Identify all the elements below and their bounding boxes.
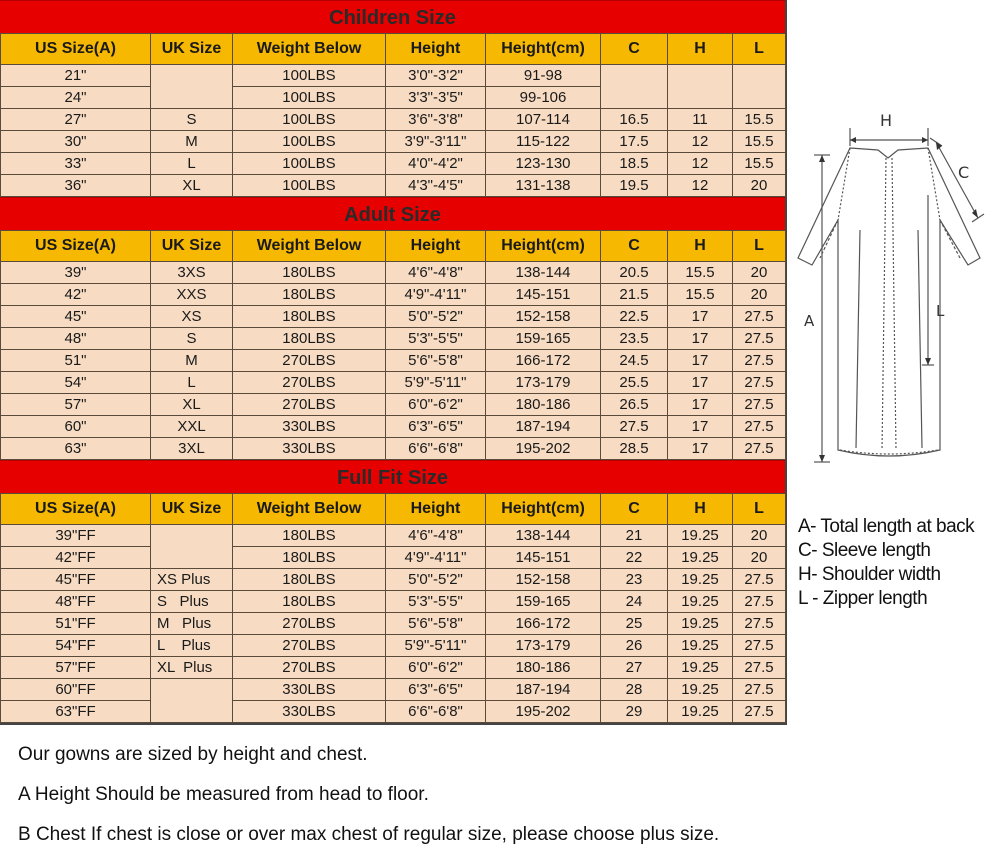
table-cell: 23: [601, 569, 668, 591]
table-cell: 20: [733, 525, 786, 547]
table-cell: 19.25: [668, 679, 733, 701]
table-cell: 28: [601, 679, 668, 701]
column-header: L: [733, 34, 786, 65]
table-cell: 100LBS: [233, 153, 386, 175]
table-cell: 180LBS: [233, 525, 386, 547]
table-cell: 5'0"-5'2": [386, 569, 486, 591]
column-header: C: [601, 231, 668, 262]
table-cell: 3XL: [151, 438, 233, 460]
table-cell: 21: [601, 525, 668, 547]
table-row: [1, 175, 786, 197]
table-row: [1, 350, 786, 372]
table-cell: 6'3"-6'5": [386, 679, 486, 701]
table-cell: 25: [601, 613, 668, 635]
table-cell: 5'9"-5'11": [386, 372, 486, 394]
table-cell: 6'3"-6'5": [386, 416, 486, 438]
legend-item: H- Shoulder width: [798, 564, 941, 585]
table-cell: 270LBS: [233, 394, 386, 416]
table-cell: 42": [1, 284, 151, 306]
table-cell: 3'6"-3'8": [386, 109, 486, 131]
table-cell: 5'0"-5'2": [386, 306, 486, 328]
table-cell: 138-144: [486, 525, 601, 547]
table-cell: XXL: [151, 416, 233, 438]
table-cell: 42"FF: [1, 547, 151, 569]
table-cell: 24.5: [601, 350, 668, 372]
table-cell: 138-144: [486, 262, 601, 284]
column-header: C: [601, 494, 668, 525]
sizing-notes: [18, 745, 988, 865]
column-header: H: [668, 494, 733, 525]
table-cell: 159-165: [486, 328, 601, 350]
size-table: [0, 230, 786, 460]
table-cell: 270LBS: [233, 657, 386, 679]
table-cell: 27.5: [733, 438, 786, 460]
table-cell: 107-114: [486, 109, 601, 131]
table-cell: 20: [733, 175, 786, 197]
column-header: L: [733, 494, 786, 525]
table-cell: 63"FF: [1, 701, 151, 723]
table-row: [1, 262, 786, 284]
table-cell: 63": [1, 438, 151, 460]
gown-diagram: [790, 0, 1000, 505]
table-cell: 60": [1, 416, 151, 438]
table-cell: 91-98: [486, 65, 601, 87]
table-cell: 27.5: [601, 416, 668, 438]
table-cell: [601, 65, 668, 109]
table-cell: 27.5: [733, 635, 786, 657]
table-cell: [151, 525, 233, 569]
table-cell: 12: [668, 153, 733, 175]
table-cell: 180LBS: [233, 262, 386, 284]
table-cell: 20: [733, 262, 786, 284]
table-cell: [668, 65, 733, 109]
table-cell: 5'9"-5'11": [386, 635, 486, 657]
table-cell: 27.5: [733, 416, 786, 438]
table-cell: L: [151, 153, 233, 175]
table-cell: 180-186: [486, 394, 601, 416]
table-cell: 27.5: [733, 701, 786, 723]
table-cell: 24": [1, 87, 151, 109]
table-cell: 27: [601, 657, 668, 679]
table-cell: 15.5: [733, 131, 786, 153]
table-cell: 57": [1, 394, 151, 416]
table-cell: 270LBS: [233, 350, 386, 372]
legend-item: L - Zipper length: [798, 588, 928, 609]
table-cell: 173-179: [486, 635, 601, 657]
table-cell: 19.25: [668, 525, 733, 547]
table-cell: 27.5: [733, 306, 786, 328]
table-cell: 145-151: [486, 284, 601, 306]
table-row: [1, 65, 786, 87]
table-cell: 27.5: [733, 679, 786, 701]
table-cell: XL: [151, 394, 233, 416]
table-cell: 270LBS: [233, 613, 386, 635]
table-cell: 20.5: [601, 262, 668, 284]
note-line: A Height Should be measured from head to floor.: [18, 784, 429, 805]
table-cell: 19.25: [668, 591, 733, 613]
table-cell: 145-151: [486, 547, 601, 569]
table-cell: 123-130: [486, 153, 601, 175]
table-cell: 330LBS: [233, 679, 386, 701]
table-cell: 100LBS: [233, 65, 386, 87]
diagram-label-a: A: [804, 312, 815, 330]
table-cell: 180LBS: [233, 328, 386, 350]
table-cell: [151, 65, 233, 109]
table-cell: 5'3"-5'5": [386, 591, 486, 613]
table-cell: 27.5: [733, 613, 786, 635]
table-cell: 15.5: [733, 153, 786, 175]
table-cell: XS: [151, 306, 233, 328]
table-cell: XS Plus: [151, 569, 233, 591]
table-cell: 20: [733, 284, 786, 306]
table-cell: 33": [1, 153, 151, 175]
table-cell: 15.5: [733, 109, 786, 131]
table-cell: 17: [668, 416, 733, 438]
table-row: [1, 613, 786, 635]
size-table: [0, 493, 786, 723]
table-cell: 5'3"-5'5": [386, 328, 486, 350]
table-cell: 22: [601, 547, 668, 569]
section-title: Children Size: [0, 0, 785, 33]
table-cell: 19.25: [668, 701, 733, 723]
table-cell: 4'6"-4'8": [386, 262, 486, 284]
table-cell: 51": [1, 350, 151, 372]
column-header: UK Size: [151, 494, 233, 525]
table-cell: 6'0"-6'2": [386, 657, 486, 679]
table-row: [1, 372, 786, 394]
diagram-label-c: C: [958, 163, 970, 182]
table-cell: 27.5: [733, 569, 786, 591]
column-header: Weight Below: [233, 494, 386, 525]
column-header: H: [668, 231, 733, 262]
table-cell: XL Plus: [151, 657, 233, 679]
table-cell: [733, 65, 786, 109]
table-cell: 29: [601, 701, 668, 723]
table-cell: 21": [1, 65, 151, 87]
table-cell: 17: [668, 438, 733, 460]
table-cell: 30": [1, 131, 151, 153]
table-cell: 27.5: [733, 657, 786, 679]
table-cell: 3'3"-3'5": [386, 87, 486, 109]
table-cell: 180LBS: [233, 569, 386, 591]
column-header: UK Size: [151, 231, 233, 262]
table-cell: 100LBS: [233, 87, 386, 109]
table-cell: 17: [668, 350, 733, 372]
table-row: [1, 701, 786, 723]
table-cell: 159-165: [486, 591, 601, 613]
table-cell: 17.5: [601, 131, 668, 153]
table-cell: 330LBS: [233, 438, 386, 460]
table-cell: S: [151, 109, 233, 131]
table-cell: 180LBS: [233, 547, 386, 569]
table-cell: L Plus: [151, 635, 233, 657]
column-header: Height: [386, 34, 486, 65]
table-row: [1, 525, 786, 547]
column-header: US Size(A): [1, 494, 151, 525]
table-cell: 100LBS: [233, 109, 386, 131]
table-cell: 23.5: [601, 328, 668, 350]
table-cell: 187-194: [486, 679, 601, 701]
table-cell: 180LBS: [233, 284, 386, 306]
table-row: [1, 591, 786, 613]
column-header: Height: [386, 494, 486, 525]
table-cell: 3'0"-3'2": [386, 65, 486, 87]
table-row: [1, 416, 786, 438]
table-cell: 99-106: [486, 87, 601, 109]
column-header: H: [668, 34, 733, 65]
table-cell: 4'3"-4'5": [386, 175, 486, 197]
table-cell: 187-194: [486, 416, 601, 438]
table-cell: 19.25: [668, 635, 733, 657]
table-cell: 12: [668, 175, 733, 197]
table-row: [1, 569, 786, 591]
table-cell: XXS: [151, 284, 233, 306]
table-cell: XL: [151, 175, 233, 197]
table-row: [1, 679, 786, 701]
table-cell: 22.5: [601, 306, 668, 328]
measurement-legend: [798, 515, 998, 611]
table-cell: 100LBS: [233, 175, 386, 197]
column-header: L: [733, 231, 786, 262]
legend-item: C- Sleeve length: [798, 540, 931, 561]
table-cell: 51"FF: [1, 613, 151, 635]
table-cell: 39"FF: [1, 525, 151, 547]
table-cell: 18.5: [601, 153, 668, 175]
table-cell: 195-202: [486, 438, 601, 460]
column-header: UK Size: [151, 34, 233, 65]
table-cell: 180-186: [486, 657, 601, 679]
table-row: [1, 284, 786, 306]
table-cell: 27.5: [733, 372, 786, 394]
column-header: US Size(A): [1, 34, 151, 65]
table-cell: 57"FF: [1, 657, 151, 679]
table-cell: 4'9"-4'11": [386, 547, 486, 569]
table-cell: 16.5: [601, 109, 668, 131]
table-cell: 15.5: [668, 262, 733, 284]
column-header: Height(cm): [486, 34, 601, 65]
section-title: Full Fit Size: [0, 460, 785, 493]
diagram-label-l: L: [936, 302, 945, 320]
table-cell: M: [151, 131, 233, 153]
table-cell: 21.5: [601, 284, 668, 306]
table-cell: 4'6"-4'8": [386, 525, 486, 547]
table-cell: 19.5: [601, 175, 668, 197]
legend-item: A- Total length at back: [798, 516, 975, 537]
table-cell: 6'0"-6'2": [386, 394, 486, 416]
column-header: Weight Below: [233, 231, 386, 262]
table-cell: 15.5: [668, 284, 733, 306]
table-cell: 19.25: [668, 657, 733, 679]
table-cell: M: [151, 350, 233, 372]
table-cell: 25.5: [601, 372, 668, 394]
table-cell: 3XS: [151, 262, 233, 284]
table-cell: 330LBS: [233, 701, 386, 723]
table-cell: 39": [1, 262, 151, 284]
table-row: [1, 394, 786, 416]
table-cell: 20: [733, 547, 786, 569]
table-cell: S: [151, 328, 233, 350]
column-header: Height(cm): [486, 494, 601, 525]
table-cell: 27": [1, 109, 151, 131]
table-cell: 17: [668, 394, 733, 416]
column-header: C: [601, 34, 668, 65]
table-cell: 6'6"-6'8": [386, 438, 486, 460]
table-cell: 26.5: [601, 394, 668, 416]
note-line: B Chest If chest is close or over max chest of regular size, please choose plus size.: [18, 824, 720, 845]
diagram-label-h: H: [880, 111, 893, 130]
table-cell: 12: [668, 131, 733, 153]
table-cell: 27.5: [733, 591, 786, 613]
table-cell: 45": [1, 306, 151, 328]
table-cell: 180LBS: [233, 306, 386, 328]
table-cell: L: [151, 372, 233, 394]
table-cell: 27.5: [733, 394, 786, 416]
table-cell: 60"FF: [1, 679, 151, 701]
table-row: [1, 635, 786, 657]
table-cell: 48": [1, 328, 151, 350]
table-cell: 131-138: [486, 175, 601, 197]
table-cell: 54": [1, 372, 151, 394]
table-row: [1, 153, 786, 175]
table-row: [1, 547, 786, 569]
table-cell: 166-172: [486, 613, 601, 635]
table-cell: 17: [668, 372, 733, 394]
table-row: [1, 657, 786, 679]
table-cell: 48"FF: [1, 591, 151, 613]
column-header: US Size(A): [1, 231, 151, 262]
table-cell: 19.25: [668, 569, 733, 591]
table-cell: 27.5: [733, 328, 786, 350]
table-cell: 19.25: [668, 613, 733, 635]
column-header: Height: [386, 231, 486, 262]
table-cell: 270LBS: [233, 635, 386, 657]
table-cell: 26: [601, 635, 668, 657]
table-row: [1, 328, 786, 350]
table-cell: 152-158: [486, 306, 601, 328]
section-title: Adult Size: [0, 197, 785, 230]
table-cell: 5'6"-5'8": [386, 350, 486, 372]
table-cell: 19.25: [668, 547, 733, 569]
table-cell: 17: [668, 306, 733, 328]
table-cell: S Plus: [151, 591, 233, 613]
table-cell: 330LBS: [233, 416, 386, 438]
table-row: [1, 131, 786, 153]
table-cell: 45"FF: [1, 569, 151, 591]
column-header: Weight Below: [233, 34, 386, 65]
table-cell: 5'6"-5'8": [386, 613, 486, 635]
table-cell: 28.5: [601, 438, 668, 460]
table-cell: M Plus: [151, 613, 233, 635]
table-cell: 180LBS: [233, 591, 386, 613]
table-cell: 100LBS: [233, 131, 386, 153]
size-table: [0, 33, 786, 197]
table-cell: 4'9"-4'11": [386, 284, 486, 306]
table-row: [1, 438, 786, 460]
table-cell: 27.5: [733, 350, 786, 372]
table-cell: 11: [668, 109, 733, 131]
table-row: [1, 306, 786, 328]
table-cell: 195-202: [486, 701, 601, 723]
table-cell: 152-158: [486, 569, 601, 591]
table-cell: 6'6"-6'8": [386, 701, 486, 723]
column-header: Height(cm): [486, 231, 601, 262]
table-cell: [151, 679, 233, 723]
table-cell: 36": [1, 175, 151, 197]
table-cell: 270LBS: [233, 372, 386, 394]
table-row: [1, 109, 786, 131]
table-cell: 115-122: [486, 131, 601, 153]
table-cell: 173-179: [486, 372, 601, 394]
table-cell: 166-172: [486, 350, 601, 372]
table-cell: 24: [601, 591, 668, 613]
table-cell: 4'0"-4'2": [386, 153, 486, 175]
note-line: Our gowns are sized by height and chest.: [18, 744, 368, 765]
table-cell: 54"FF: [1, 635, 151, 657]
table-cell: 3'9"-3'11": [386, 131, 486, 153]
table-cell: 17: [668, 328, 733, 350]
